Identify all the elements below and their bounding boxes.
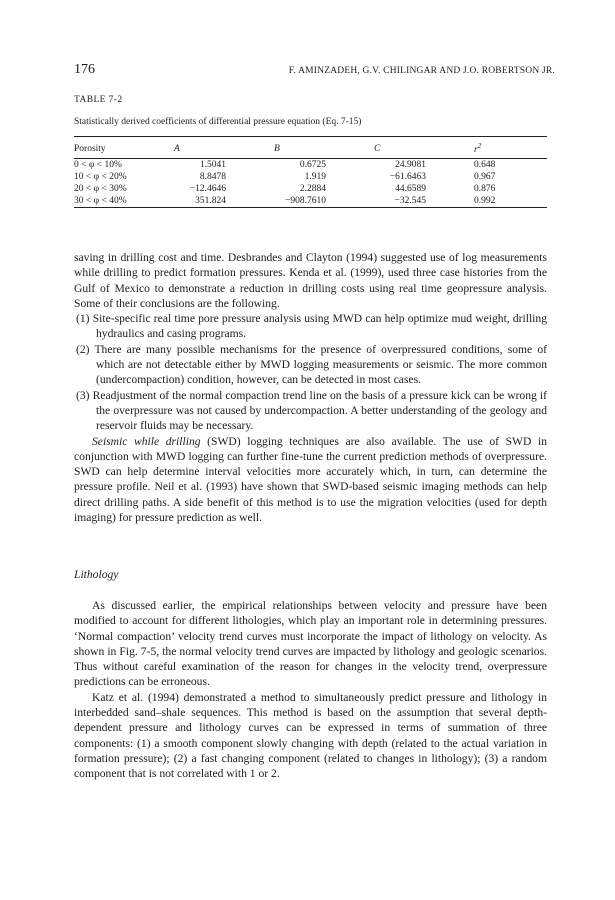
- cell-b: [274, 183, 374, 195]
- cell-r2: 0.648: [474, 160, 496, 171]
- col-header-b: B: [274, 143, 280, 154]
- cell-porosity: 20 < φ < 30%: [74, 184, 127, 195]
- table-caption: Statistically derived coefficients of differential pressure equation (Eq. 7-15): [74, 117, 362, 127]
- coefficients-table: [74, 136, 547, 208]
- table-row: [74, 183, 547, 195]
- r-symbol: r: [474, 145, 478, 156]
- table-header-row: [74, 137, 547, 159]
- cell-b-value: 1.919: [304, 172, 326, 183]
- cell-b: [274, 159, 374, 172]
- paragraph-text: (SWD) logging techniques are also available. The use of SWD in conjunction with MWD logging can further fine-tune the current prediction methods of overpressure. SWD can help determine interval velocities more accurately which, in turn, can determine the pressure profile. Neil et al. (1993) have shown that SWD-based seismic imaging methods can help direct drilling paths. A side benefit of this method is to use the migration velocities (used for depth imaging) for pressure prediction as well.: [74, 434, 547, 525]
- cell-porosity: 0 < φ < 10%: [74, 160, 122, 171]
- cell-c-value: 24.9081: [395, 160, 426, 171]
- cell-a-value: −12.4646: [189, 184, 226, 195]
- body-text-lower: [74, 598, 547, 782]
- cell-c: [374, 183, 474, 195]
- cell-a: [174, 183, 274, 195]
- col-header-r2: [474, 137, 547, 159]
- running-head: F. AMINZADEH, G.V. CHILINGAR AND J.O. ROBERTSON JR.: [288, 66, 555, 76]
- cell-r2: 0.876: [474, 184, 496, 195]
- cell-b: [274, 195, 374, 208]
- table-label: TABLE 7-2: [74, 95, 123, 105]
- section-heading: Lithology: [74, 568, 119, 581]
- cell-c: [374, 195, 474, 208]
- cell-b-value: 2.2884: [299, 184, 326, 195]
- body-text-upper: [74, 250, 547, 525]
- list-item: (2) There are many possible mechanisms for the presence of overpressured conditions, some of which are not detectable either by MWD logging measurements or seismic. The more common (undercompaction) condition, however, can be detected in most cases.: [76, 342, 547, 387]
- cell-a: [174, 171, 274, 183]
- paragraph: saving in drilling cost and time. Desbrandes and Clayton (1994) suggested use of log measurements while drilling to predict formation pressures. Kenda et al. (1999), used three case histories from the Gulf of Mexico to demonstrate a reduction in drilling costs using real time geopressure analysis. Some of their conclusions are the following.: [74, 251, 547, 310]
- list-item: (1) Site-specific real time pore pressure analysis using MWD can help optimize mud weight, drilling hydraulics and casing programs.: [76, 312, 547, 341]
- cell-c: [374, 159, 474, 172]
- cell-c-value: 44.6589: [395, 184, 426, 195]
- cell-r2: 0.967: [474, 172, 496, 183]
- cell-c: [374, 171, 474, 183]
- cell-b: [274, 171, 374, 183]
- cell-a-value: 351.824: [195, 196, 226, 207]
- col-header-a: A: [174, 143, 180, 154]
- table-row: [74, 171, 547, 183]
- cell-porosity: 30 < φ < 40%: [74, 196, 127, 207]
- cell-c-value: −32.545: [394, 196, 426, 207]
- list-item: (3) Readjustment of the normal compaction trend line on the basis of a pressure kick can be wrong if the overpressure was not caused by undercompaction. A better understanding of the geology and reservoir fluids may be necessary.: [76, 388, 547, 433]
- italic-term: Seismic while drilling: [92, 434, 201, 448]
- col-header-c: C: [374, 143, 381, 154]
- r-superscript: 2: [477, 142, 482, 150]
- cell-c-value: −61.6463: [389, 172, 426, 183]
- cell-b-value: 0.6725: [299, 160, 326, 171]
- col-header-porosity: Porosity: [74, 143, 106, 154]
- paragraph: [74, 434, 547, 526]
- cell-b-value: −908.7610: [285, 196, 326, 207]
- cell-r2: 0.992: [474, 196, 496, 207]
- paragraph: As discussed earlier, the empirical relationships between velocity and pressure have been modified to account for different lithologies, which play an important role in determining pressures. ‘Normal compaction’ velocity trend curves must incorporate the impact of lithology on velocity. As shown in Fig. 7-5, the normal velocity trend curves are impacted by lithology and geologic scenarios. Thus without careful examination of the reason for changes in the velocity trend, overpressure predictions can be erroneous.: [74, 599, 547, 689]
- cell-a: [174, 195, 274, 208]
- cell-a: [174, 159, 274, 172]
- cell-a-value: 1.5041: [199, 160, 226, 171]
- page-number: 176: [74, 62, 95, 77]
- cell-porosity: 10 < φ < 20%: [74, 172, 127, 183]
- table-row: [74, 195, 547, 208]
- table-row: [74, 159, 547, 172]
- paragraph: Katz et al. (1994) demonstrated a method to simultaneously predict pressure and lithology in interbedded sand–shale sequences. This method is based on the assumption that several depth-dependent pressure and lithology curves can be expressed in terms of summation of three components: (1) a smooth component slowly changing with depth (related to the actual variation in formation pressure); (2) a fast changing component (related to changes in lithology); (3) a random component that is not correlated with 1 or 2.: [74, 690, 547, 781]
- cell-a-value: 8.8478: [199, 172, 226, 183]
